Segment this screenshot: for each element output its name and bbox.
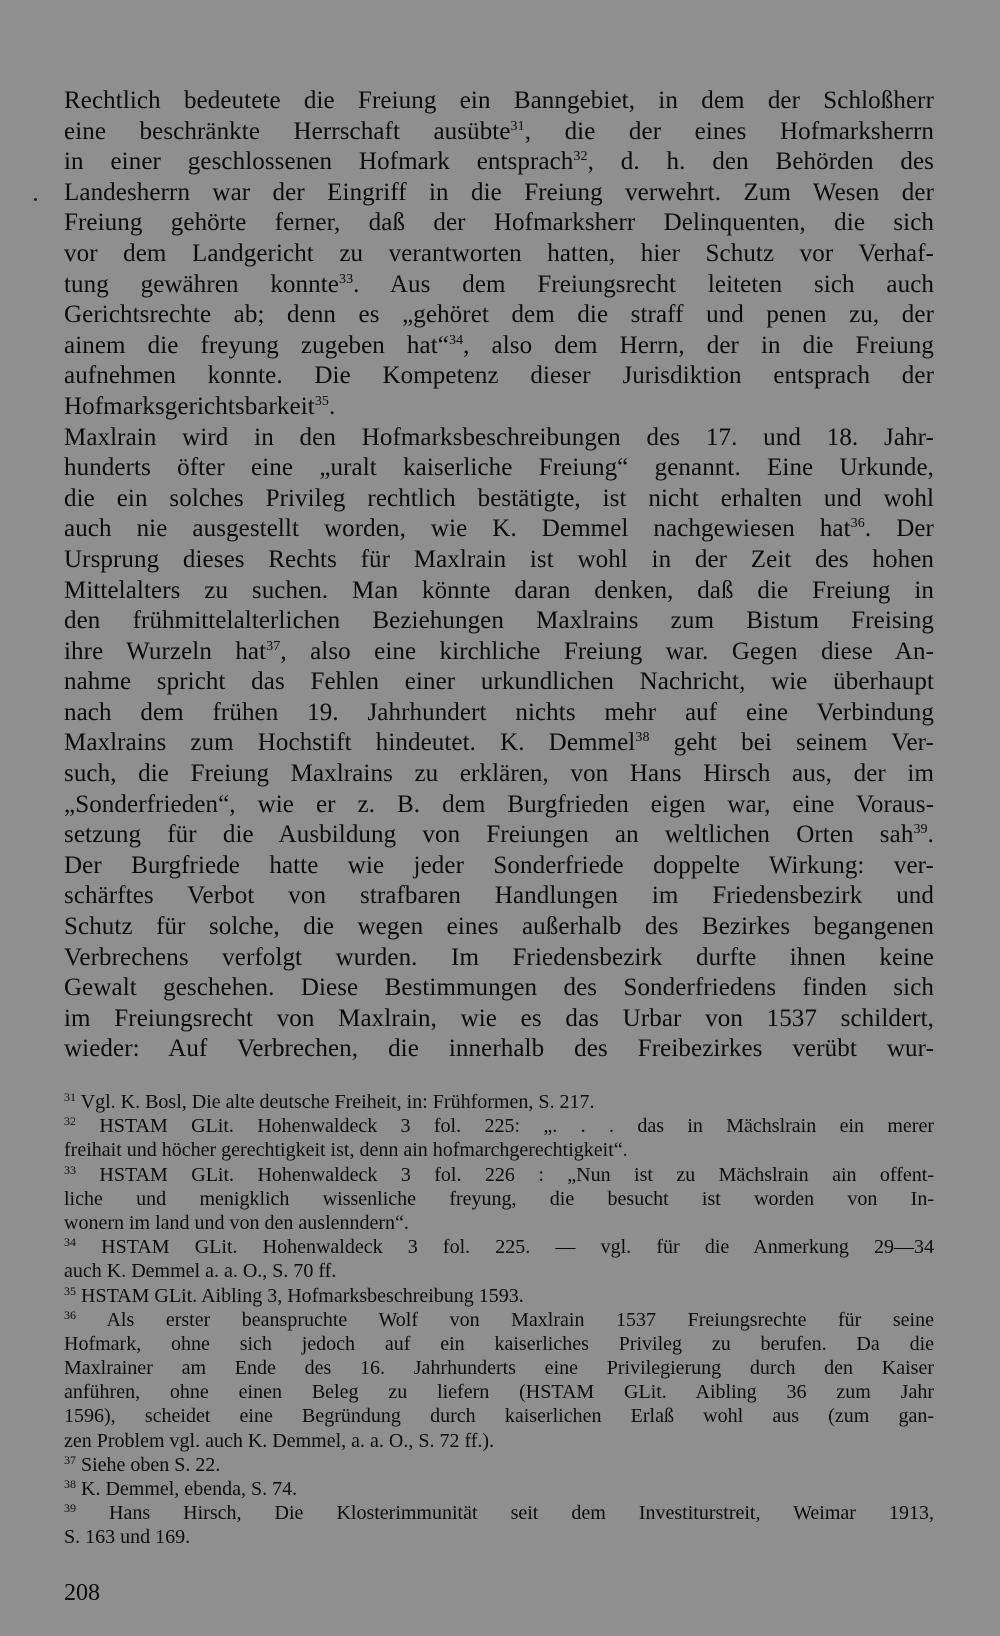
line-text: anführen, ohne einen Beleg zu liefern (HSTAM GLit. Aibling 36 zum Jahr [64, 1381, 934, 1404]
line-text: Schutz für solche, die wegen eines außerhalb des Bezirkes begangenen [64, 913, 934, 941]
line-text-continued: , also eine kirchliche Freiung war. Gegen diese An- [280, 637, 934, 665]
line-text: liche und menigklich wissenliche freyung, die besucht ist worden von In- [64, 1187, 934, 1210]
footnote-number: 31 [64, 1090, 76, 1104]
line-text: Maxlrains zum Hochstift hindeutet. K. Demmel [64, 729, 636, 757]
body-line [64, 698, 934, 729]
body-line [64, 576, 934, 607]
line-text: Rechtlich bedeutete die Freiung ein Banngebiet, in dem der Schloßherr [64, 87, 934, 114]
line-text: K. Demmel, ebenda, S. 74. [76, 1478, 298, 1500]
body-line [64, 881, 934, 912]
line-text: setzung für die Ausbildung von Freiungen an weltlichen Orten sah [64, 821, 914, 849]
footnote-number: 35 [64, 1283, 76, 1298]
line-text: Gewalt geschehen. Diese Bestimmungen des Sonderfriedens finden sich [64, 974, 934, 1002]
body-line [64, 300, 934, 331]
body-line [64, 331, 934, 362]
line-text: vor dem Landgericht zu verantworten hatten, hier Schutz vor Verhaf- [64, 239, 934, 267]
line-text: den frühmittelalterlichen Beziehungen Maxlrains zum Bistum Freising [64, 607, 934, 635]
line-text: Hofmark, ohne sich jedoch auf ein kaiserliches Privileg zu berufen. Da die [64, 1332, 934, 1355]
body-line [64, 667, 934, 698]
footnote-line [64, 1356, 934, 1380]
body-line [64, 912, 934, 943]
line-text: freihait und höcher gerechtigkeit ist, denn ain hofmarchgerechtigkeit“. [64, 1139, 628, 1162]
body-line [64, 545, 934, 576]
page-number: 208 [64, 1580, 100, 1606]
line-text: hunderts öfter eine „uralt kaiserliche Freiung“ genannt. Eine Urkunde, [64, 454, 934, 482]
line-text: die ein solches Privileg rechtlich bestätigte, ist nicht erhalten und wohl [64, 484, 934, 512]
body-line [64, 790, 934, 821]
footnote-line [64, 1090, 934, 1114]
line-text: Vgl. K. Bosl, Die alte deutsche Freiheit, in: Frühformen, S. 217. [76, 1091, 595, 1113]
line-text: 1596), scheidet eine Begründung durch kaiserlichen Erlaß wohl aus (zum gan- [64, 1405, 934, 1428]
body-line [64, 423, 934, 454]
body-line [64, 820, 934, 851]
line-text-continued: . Der [864, 515, 934, 543]
body-line [64, 973, 934, 1004]
body-line [64, 239, 934, 270]
body-line [64, 86, 934, 117]
body-line [64, 606, 934, 637]
body-line [64, 728, 934, 759]
footnote-ref: 33 [338, 271, 354, 287]
body-line [64, 943, 934, 974]
footnote-line [64, 1308, 934, 1332]
footnote-number: 36 [64, 1307, 76, 1322]
line-text: „Sonderfrieden“, wie er z. B. dem Burgfrieden eigen war, eine Voraus- [64, 790, 934, 818]
line-text: wonern im land und von den auslenndern“. [64, 1211, 409, 1234]
line-text: ihre Wurzeln hat [64, 637, 267, 665]
footnote-ref: 38 [635, 730, 650, 746]
footnote-number: 38 [64, 1477, 76, 1491]
footnote-line [64, 1187, 934, 1211]
body-line [64, 1034, 934, 1065]
footnote-ref: 39 [913, 822, 928, 838]
line-text: wieder: Auf Verbrechen, die innerhalb des Freibezirkes verübt wur- [64, 1035, 934, 1063]
footnote-number: 32 [64, 1114, 76, 1129]
body-text [64, 86, 934, 1065]
line-text: auch nie ausgestellt worden, wie K. Demmel nachgewiesen hat [64, 515, 851, 543]
line-text: auch K. Demmel a. a. O., S. 70 ff. [64, 1260, 337, 1283]
footnote-number: 37 [64, 1452, 76, 1467]
footnote-line [64, 1163, 934, 1187]
body-line [64, 270, 934, 301]
body-line [64, 851, 934, 882]
line-text: schärftes Verbot von strafbaren Handlungen im Friedensbezirk und [64, 882, 934, 910]
footnote-ref: 35 [314, 393, 330, 409]
line-text: eine beschränkte Herrschaft ausübte [64, 117, 511, 145]
footnote-line [64, 1138, 934, 1162]
line-text: Der Burgfriede hatte wie jeder Sonderfriede doppelte Wirkung: ver- [64, 851, 934, 879]
line-text-continued: . [927, 821, 934, 849]
print-speck [34, 198, 37, 201]
line-text: Ursprung dieses Rechts für Maxlrain ist wohl in der Zeit des hohen [64, 545, 934, 573]
line-text-continued: . [329, 392, 336, 420]
footnote-line [64, 1429, 934, 1453]
body-line [64, 1004, 934, 1035]
line-text: such, die Freiung Maxlrains zu erklären, von Hans Hirsch aus, der im [64, 760, 934, 788]
body-line [64, 484, 934, 515]
footnote-number: 33 [64, 1162, 76, 1177]
line-text-continued: . Aus dem Freiungsrecht leiteten sich auch [353, 270, 934, 298]
footnote-number: 34 [64, 1235, 76, 1250]
line-text: nahme spricht das Fehlen einer urkundlichen Nachricht, wie überhaupt [64, 668, 934, 696]
body-line [64, 147, 934, 178]
line-text: HSTAM GLit. Hohenwaldeck 3 fol. 225. — vgl. für die Anmerkung 29—34 [76, 1236, 934, 1259]
body-line [64, 453, 934, 484]
line-text: Landesherrn war der Eingriff in die Freiung verwehrt. Zum Wesen der [64, 178, 934, 206]
footnote-line [64, 1284, 934, 1308]
footnote-ref: 32 [573, 149, 588, 165]
footnote-line [64, 1501, 934, 1525]
line-text: HSTAM GLit. Hohenwaldeck 3 fol. 225: „. . . das in Mächslrain ein merer [76, 1115, 934, 1138]
line-text: in einer geschlossenen Hofmark entsprach [64, 148, 574, 176]
body-line [64, 637, 934, 668]
footnote-line [64, 1477, 934, 1501]
line-text: Hans Hirsch, Die Klosterimmunität seit dem Investiturstreit, Weimar 1913, [76, 1502, 934, 1525]
line-text: Siehe oben S. 22. [76, 1453, 221, 1476]
line-text: S. 163 und 169. [64, 1526, 191, 1549]
footnote-line [64, 1259, 934, 1283]
footnote-line [64, 1332, 934, 1356]
line-text: Hofmarksgerichtsbarkeit [64, 392, 315, 420]
line-text: tung gewähren konnte [64, 270, 339, 298]
line-text: nach dem frühen 19. Jahrhundert nichts mehr auf eine Verbindung [64, 698, 934, 726]
footnote-ref: 36 [850, 516, 865, 532]
line-text: HSTAM GLit. Hohenwaldeck 3 fol. 226 : „Nun ist zu Mächslrain ain offent- [76, 1163, 934, 1186]
line-text: Mittelalters zu suchen. Man könnte daran denken, daß die Freiung in [64, 576, 934, 604]
body-line [64, 178, 934, 209]
line-text: im Freiungsrecht von Maxlrain, wie es das Urbar von 1537 schildert, [64, 1004, 934, 1032]
line-text: Gerichtsrechte ab; denn es „gehöret dem die straff und penen zu, der [64, 301, 934, 329]
line-text: Maxlrainer am Ende des 16. Jahrhunderts eine Privilegierung durch den Kaiser [64, 1357, 934, 1380]
body-line [64, 361, 934, 392]
line-text: zen Problem vgl. auch K. Demmel, a. a. O., S. 72 ff.). [64, 1429, 495, 1452]
line-text: HSTAM GLit. Aibling 3, Hofmarksbeschreibung 1593. [76, 1284, 524, 1307]
footnotes [64, 1090, 934, 1550]
footnote-line [64, 1453, 934, 1477]
line-text: Als erster beanspruchte Wolf von Maxlrain 1537 Freiungsrechte für seine [76, 1308, 934, 1331]
footnote-line [64, 1114, 934, 1138]
footnote-line [64, 1525, 934, 1549]
line-text-continued: , d. h. den Behörden des [587, 148, 935, 176]
footnote-number: 39 [64, 1501, 76, 1516]
footnote-ref: 31 [510, 118, 525, 134]
line-text-continued: geht bei seinem Ver- [649, 729, 934, 757]
footnote-line [64, 1404, 934, 1428]
footnote-line [64, 1380, 934, 1404]
footnote-line [64, 1211, 934, 1235]
line-text: Freiung gehörte ferner, daß der Hofmarksherr Delinquenten, die sich [64, 209, 934, 237]
body-line [64, 392, 934, 423]
line-text: Maxlrain wird in den Hofmarksbeschreibungen des 17. und 18. Jahr- [64, 423, 934, 451]
line-text-continued: , die der eines Hofmarksherrn [524, 117, 934, 145]
body-line [64, 117, 934, 148]
body-line [64, 514, 934, 545]
line-text: Verbrechens verfolgt wurden. Im Friedensbezirk durfte ihnen keine [64, 943, 934, 971]
footnote-ref: 37 [266, 638, 281, 654]
line-text-continued: , also dem Herrn, der in die Freiung [463, 331, 934, 359]
body-line [64, 759, 934, 790]
line-text: ainem die freyung zugeben hat“ [64, 331, 449, 359]
footnote-ref: 34 [448, 332, 464, 348]
line-text: aufnehmen konnte. Die Kompetenz dieser Jurisdiktion entsprach der [64, 362, 934, 390]
footnote-line [64, 1235, 934, 1259]
body-line [64, 208, 934, 239]
